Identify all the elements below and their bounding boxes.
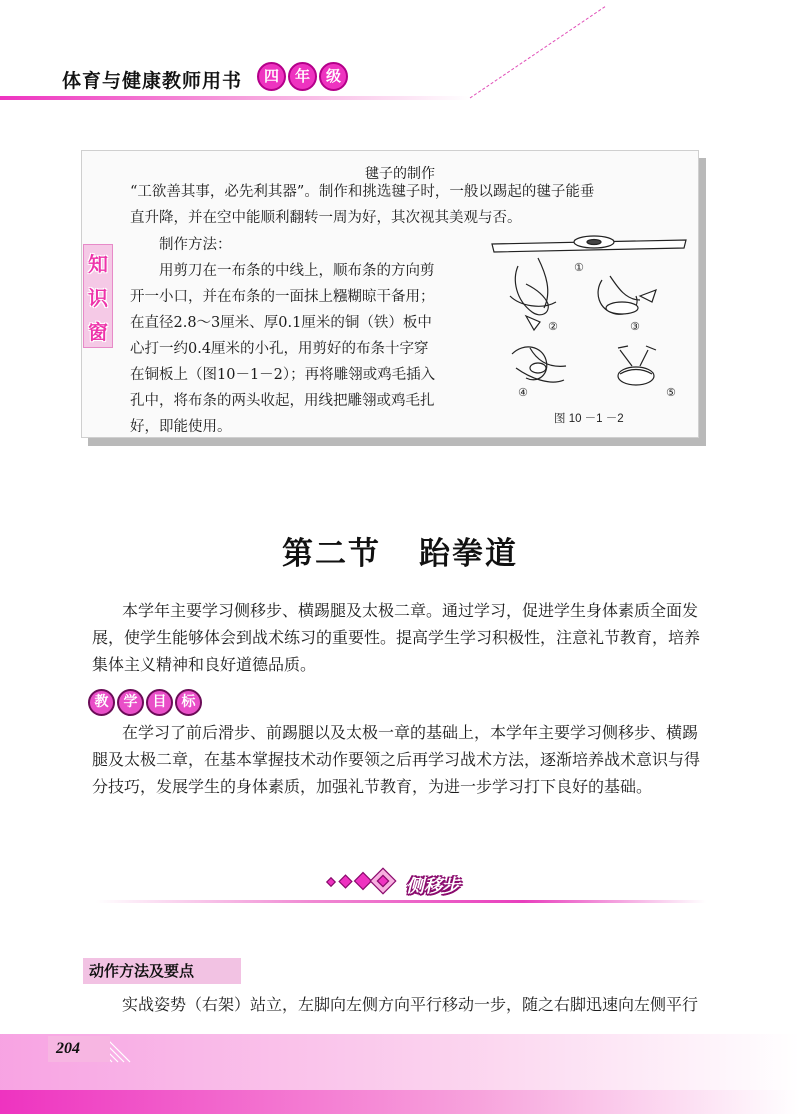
book-title: 体育与健康教师用书: [62, 70, 243, 92]
page-number: 204: [56, 1040, 80, 1057]
knowledge-line: 制作方法：: [159, 237, 232, 253]
section-name: 跆拳道: [419, 536, 518, 572]
step-label: ②: [548, 320, 558, 333]
goal-char: 标: [175, 689, 202, 716]
knowledge-line: 开一小口，并在布条的一面抹上糨糊晾干备用；: [130, 289, 435, 305]
knowledge-line: “工欲善其事，必先利其器”。制作和挑选毽子时，一般以踢起的毽子能垂: [130, 184, 595, 200]
knowledge-line: 孔中，将布条的两头收起，用线把雕翎或鸡毛扎: [130, 393, 435, 409]
grade-char: 年: [288, 62, 317, 91]
goal-char: 目: [146, 689, 173, 716]
knowledge-line: 直升降，并在空中能顺利翻转一周为好，其次视其美观与否。: [130, 210, 522, 226]
step-label: ①: [574, 261, 584, 274]
tab-char: 窗: [88, 319, 108, 344]
knowledge-line: 心打一约0.4厘米的小孔，用剪好的布条十字穿: [130, 341, 429, 357]
intro-line: 本学年主要学习侧移步、横踢腿及太极二章。通过学习，促进学生身体素质全面发: [122, 601, 699, 620]
intro-line: 集体主义精神和良好道德品质。: [92, 655, 317, 674]
goal-line: 分技巧，发展学生的身体素质，加强礼节教育，为进一步学习打下良好的基础。: [92, 777, 653, 796]
method-heading: 动作方法及要点: [83, 958, 241, 984]
knowledge-line: 在铜板上（图10－1－2）；再将雕翎或鸡毛插入: [130, 367, 436, 383]
tab-char: 识: [88, 285, 108, 310]
grade-char: 四: [257, 62, 286, 91]
grade-char: 级: [319, 62, 348, 91]
step-label: ③: [630, 320, 640, 333]
goal-line: 在学习了前后滑步、前踢腿以及太极一章的基础上，本学年主要学习侧移步、横踢: [122, 723, 699, 742]
knowledge-line: 好，即能使用。: [130, 419, 232, 435]
step-label: ⑤: [666, 386, 676, 399]
knowledge-line: 用剪刀在一布条的中线上，顺布条的方向剪: [159, 263, 435, 279]
goal-line: 腿及太极二章，在基本掌握技术动作要领之后再学习战术方法，逐渐培养战术意识与得: [92, 750, 701, 769]
knowledge-line: 在直径2.8～3厘米、厚0.1厘米的铜（铁）板中: [130, 315, 432, 331]
method-line: 实战姿势（右架）站立，左脚向左侧方向平行移动一步，随之右脚迅速向左侧平行: [122, 995, 699, 1014]
step-label: ④: [518, 386, 528, 399]
sub-heading-side-step: 侧移步: [406, 876, 460, 897]
figure-caption: 图 10 －1 －2: [554, 413, 624, 425]
goal-char: 学: [117, 689, 144, 716]
knowledge-box-title: 毽子的制作: [365, 166, 435, 182]
goal-char: 教: [88, 689, 115, 716]
intro-line: 展，使学生能够体会到战术练习的重要性。提高学生学习积极性，注意礼节教育，培养: [92, 628, 701, 647]
section-number: 第二节: [282, 536, 381, 572]
tab-char: 知: [88, 251, 108, 276]
